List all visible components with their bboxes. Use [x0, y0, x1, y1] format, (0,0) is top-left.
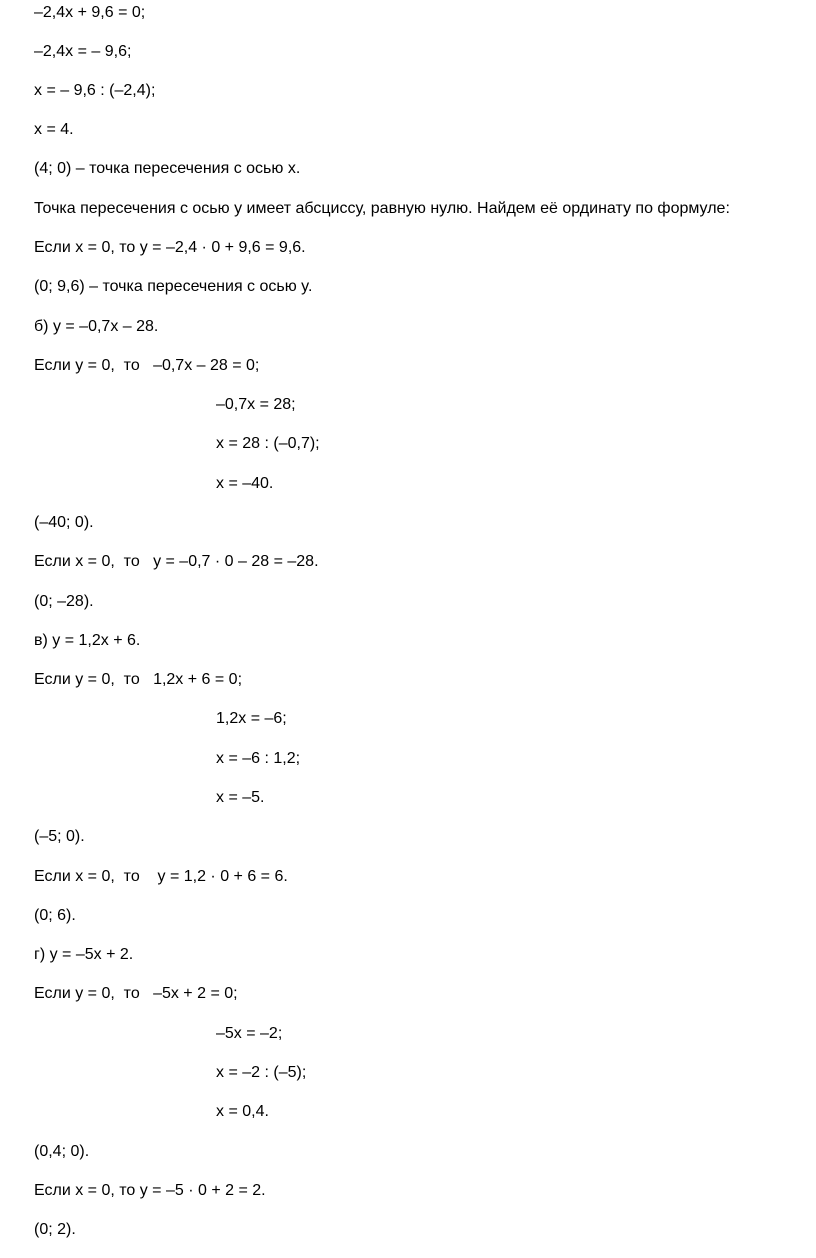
equation-line: Если y = 0, то –0,7x – 28 = 0; — [34, 357, 260, 374]
result-line: (0; 2). — [34, 1221, 76, 1238]
equation-line: –2,4x + 9,6 = 0; — [34, 4, 146, 21]
equation-line: 1,2x = –6; — [216, 710, 287, 727]
equation-line: Если x = 0, то y = –2,4 · 0 + 9,6 = 9,6. — [34, 239, 306, 256]
equation-line: x = –2 : (–5); — [216, 1064, 307, 1081]
equation-line: Если x = 0, то y = –5 · 0 + 2 = 2. — [34, 1182, 266, 1199]
equation-line: Если y = 0, то 1,2x + 6 = 0; — [34, 671, 243, 688]
equation-line: –5x = –2; — [216, 1025, 283, 1042]
result-line: (–40; 0). — [34, 514, 94, 531]
equation-line: x = –6 : 1,2; — [216, 750, 301, 767]
equation-line: Если x = 0, то y = –0,7 · 0 – 28 = –28. — [34, 553, 319, 570]
equation-line: x = 0,4. — [216, 1103, 269, 1120]
equation-line: Если x = 0, то y = 1,2 · 0 + 6 = 6. — [34, 868, 288, 885]
section-heading: в) y = 1,2x + 6. — [34, 632, 141, 649]
result-line: (4; 0) – точка пересечения с осью x. — [34, 160, 301, 177]
result-line: (0,4; 0). — [34, 1143, 90, 1160]
result-line: (0; 6). — [34, 907, 76, 924]
result-line: (–5; 0). — [34, 828, 85, 845]
equation-line: x = 28 : (–0,7); — [216, 435, 320, 452]
equation-line: Если y = 0, то –5x + 2 = 0; — [34, 985, 238, 1002]
section-heading: г) y = –5x + 2. — [34, 946, 134, 963]
result-line: (0; –28). — [34, 593, 94, 610]
equation-line: –0,7x = 28; — [216, 396, 296, 413]
equation-line: x = –40. — [216, 475, 274, 492]
equation-line: x = – 9,6 : (–2,4); — [34, 82, 156, 99]
result-line: (0; 9,6) – точка пересечения с осью y. — [34, 278, 313, 295]
text-line: Точка пересечения с осью y имеет абсциссу, равную нулю. Найдем её ординату по формуле: — [34, 200, 730, 217]
equation-line: x = 4. — [34, 121, 74, 138]
equation-line: –2,4x = – 9,6; — [34, 43, 132, 60]
equation-line: x = –5. — [216, 789, 265, 806]
section-heading: б) y = –0,7x – 28. — [34, 318, 159, 335]
